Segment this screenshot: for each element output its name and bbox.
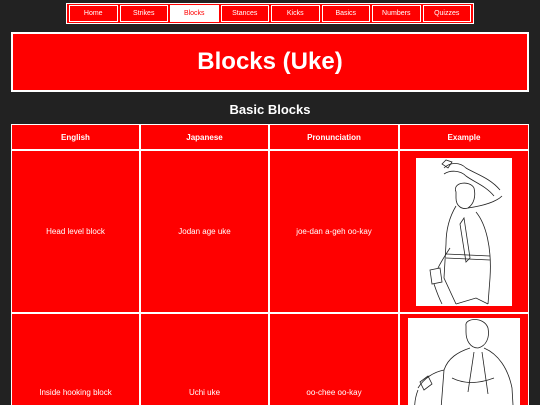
nav-numbers[interactable]: Numbers <box>372 5 421 22</box>
cell-english: Inside hooking block <box>12 314 139 405</box>
nav-blocks[interactable]: Blocks <box>170 5 219 22</box>
header-pronunciation: Pronunciation <box>270 125 398 149</box>
section-title: Basic Blocks <box>229 102 311 117</box>
header-example: Example <box>400 125 528 149</box>
page-title: Blocks (Uke) <box>197 48 343 75</box>
nav-kicks[interactable]: Kicks <box>271 5 320 22</box>
page-title-box <box>11 32 529 92</box>
cell-japanese: Uchi uke <box>141 314 268 405</box>
blocks-table <box>11 124 529 405</box>
cell-example <box>400 151 528 312</box>
nav-quizzes[interactable]: Quizzes <box>423 5 472 22</box>
header-english: English <box>12 125 139 149</box>
nav-stances[interactable]: Stances <box>221 5 270 22</box>
nav-strikes[interactable]: Strikes <box>120 5 169 22</box>
top-nav <box>66 3 474 24</box>
cell-japanese: Jodan age uke <box>141 151 268 312</box>
cell-example <box>400 314 528 405</box>
nav-basics[interactable]: Basics <box>322 5 371 22</box>
header-japanese: Japanese <box>141 125 268 149</box>
cell-pronunciation: joe-dan a-geh oo-kay <box>270 151 398 312</box>
table-row <box>12 151 528 312</box>
inside-hooking-block-illustration <box>408 318 520 405</box>
cell-english: Head level block <box>12 151 139 312</box>
cell-pronunciation: oo-chee oo-kay <box>270 314 398 405</box>
table-header-row <box>12 125 528 149</box>
head-level-block-illustration <box>416 158 512 306</box>
table-row <box>12 314 528 405</box>
nav-home[interactable]: Home <box>69 5 118 22</box>
